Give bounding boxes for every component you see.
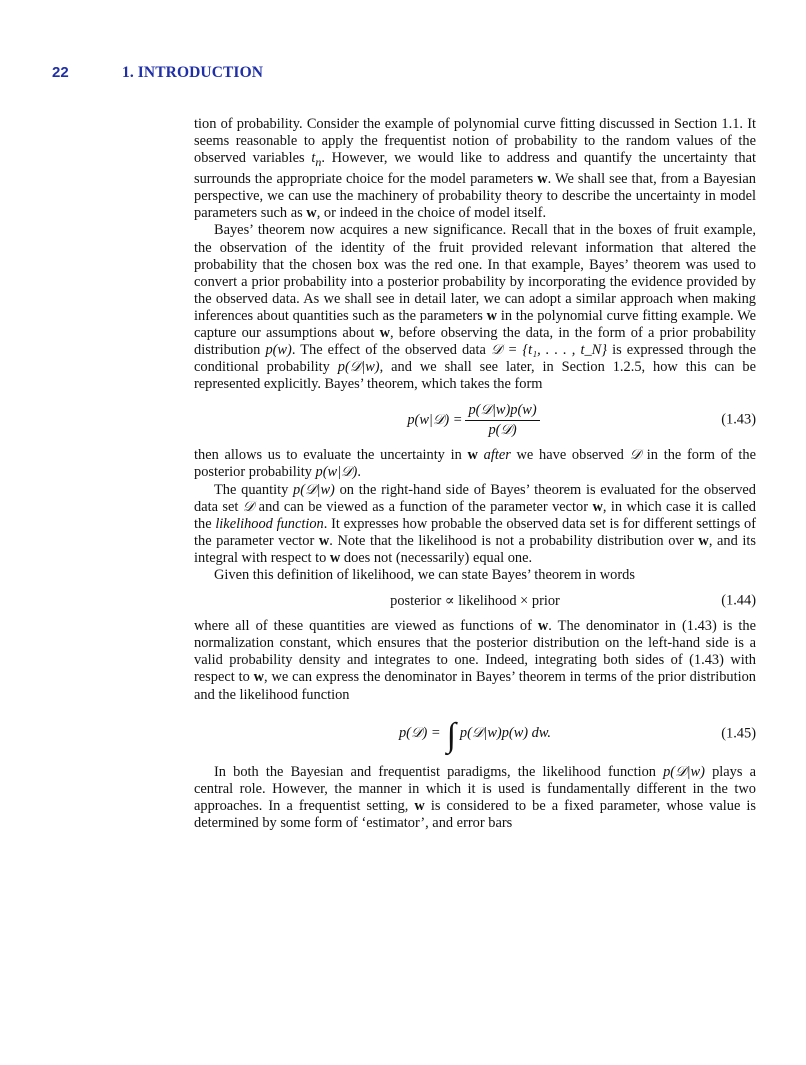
eq-integrand: p(𝒟|w)p(w) dw. (459, 725, 552, 742)
math-w: w (306, 205, 317, 222)
text-run: . The effect of the observed data (291, 342, 492, 359)
eq-lhs: p(w|𝒟) = (407, 411, 463, 428)
equation-number: (1.45) (721, 725, 756, 742)
math-dataset: 𝒟 (629, 447, 642, 464)
equation-1-43 (194, 393, 756, 447)
text-run: tion of probability. Consider the example of polynomial curve fitting discussed in Section 1.1. It seems reasonable to apply the frequentist notion of probability to the random values of the observed variables (194, 116, 756, 167)
chapter-title: 1. INTRODUCTION (122, 64, 264, 81)
integral-sign: ∫ (446, 716, 456, 754)
equation-1-44 (194, 584, 756, 618)
math-sub-n: n (315, 155, 322, 170)
math-w: w (318, 532, 330, 549)
paragraph-3 (194, 447, 756, 481)
paragraph-2 (194, 222, 756, 393)
paragraph-5: Given this definition of likelihood, we can state Bayes’ theorem in words (214, 567, 635, 584)
eq-numerator: p(𝒟|w)p(w) (465, 402, 539, 421)
paragraph-7 (194, 764, 756, 832)
text-run: is considered to be a fixed parameter, whose value is determined by some form of ‘estimator’, and error bars (194, 797, 756, 831)
eq-lhs: p(𝒟) = (398, 725, 441, 742)
math-t: t (311, 150, 316, 167)
text-run: is expressed through the conditional probability (194, 342, 756, 376)
text-run: . However, we would like to address and quantify the uncertainty that surrounds the appropriate choice for the model parameters (194, 150, 756, 188)
math-w: w (592, 498, 603, 515)
text-run: does not (necessarily) equal one. (340, 549, 533, 566)
math-w: w (467, 447, 478, 464)
math-dataset: 𝒟 (242, 498, 255, 515)
eq-denominator: p(𝒟) (488, 421, 517, 438)
math-likelihood: p(𝒟|w) (337, 359, 380, 376)
text-run: then allows us to evaluate the uncertainty in (194, 447, 468, 464)
paragraph-4 (194, 482, 756, 567)
text-run: where all of these quantities are viewed as functions of (194, 618, 538, 635)
text-run: , before observing the data, in the form of a prior probability distribution (194, 325, 756, 359)
math-prior: p(w) (265, 342, 292, 359)
text-run: . We shall see that, from a Bayesian perspective, we can use the machinery of probability theory to describe the uncertainty in model parameters such as (194, 171, 756, 222)
emphasis-after: after (483, 447, 511, 464)
math-w: w (329, 549, 341, 566)
text-run: , and we shall see later, in Section 1.2.5, how this can be represented explicitly. Bayes’ theorem, which takes the form (194, 359, 756, 393)
body-text (194, 116, 756, 832)
math-w: w (698, 532, 709, 549)
text-run: and can be viewed as a function of the parameter vector (254, 498, 593, 515)
text-run: , we can express the denominator in Bayes’ theorem in terms of the prior distribution and the likelihood function (194, 669, 756, 703)
eq-words: posterior ∝ likelihood × prior (390, 592, 560, 609)
text-run: , in which case it is called the (194, 498, 756, 532)
paragraph-6 (194, 618, 756, 703)
text-run: . It expresses how probable the observed data set is for different settings of the parameter vector (194, 515, 756, 549)
math-w: w (486, 307, 498, 324)
text-run: on the right-hand side of Bayes’ theorem is evaluated for the observed data set (194, 481, 756, 515)
text-run: The quantity (214, 481, 294, 498)
text-run: , or indeed in the choice of model itself. (316, 205, 547, 222)
text-run: . (357, 464, 361, 481)
math-likelihood: p(𝒟|w) (663, 763, 705, 780)
math-likelihood: p(𝒟|w) (293, 481, 335, 498)
text-run: . The denominator in (1.43) is the normalization constant, which ensures that the posterior distribution on the left-hand side is a valid probability density and integrates to one. Indeed, integrating both sides of (1.43) with respect to (194, 618, 756, 686)
running-header (0, 64, 806, 84)
math-dataset: 𝒟 = {t₁, . . . , t_N} (491, 342, 608, 359)
math-w: w (537, 618, 549, 635)
equation-number: (1.43) (721, 411, 756, 428)
math-w: w (253, 669, 265, 686)
text-run: in the polynomial curve fitting example. We capture our assumptions about (194, 307, 756, 341)
equation-1-45 (194, 704, 756, 764)
equation-number: (1.44) (721, 592, 756, 609)
math-w: w (537, 171, 548, 188)
text-run: , and its integral with respect to (194, 532, 756, 566)
text-run: in the form of the posterior probability (194, 447, 756, 481)
eq-fraction (465, 402, 539, 439)
math-posterior: p(w|𝒟) (315, 464, 358, 481)
emphasis-likelihood-function: likelihood function (215, 515, 324, 532)
text-run: plays a central role. However, the manner in which it is used is fundamentally different in the two approaches. In a frequentist setting, (194, 763, 756, 814)
text-run: . Note that the likelihood is not a probability distribution over (329, 532, 699, 549)
math-w: w (379, 325, 390, 341)
math-w: w (414, 797, 425, 814)
paragraph-1 (194, 116, 756, 222)
page-number: 22 (52, 64, 69, 81)
text-run: Bayes’ theorem now acquires a new significance. Recall that in the boxes of fruit example, the observation of the identity of the fruit provided relevant information that altered the probability that the chosen box was the red one. In that example, Bayes’ theorem was used to convert a prior probability into a posterior probability by incorporating the evidence provided by the observed data. As we shall see in detail later, we can adopt a similar approach when making inferences about quantities such as the parameters (194, 222, 756, 324)
text-run: In both the Bayesian and frequentist paradigms, the likelihood function (214, 763, 664, 780)
text-run: we have observed (510, 447, 630, 464)
